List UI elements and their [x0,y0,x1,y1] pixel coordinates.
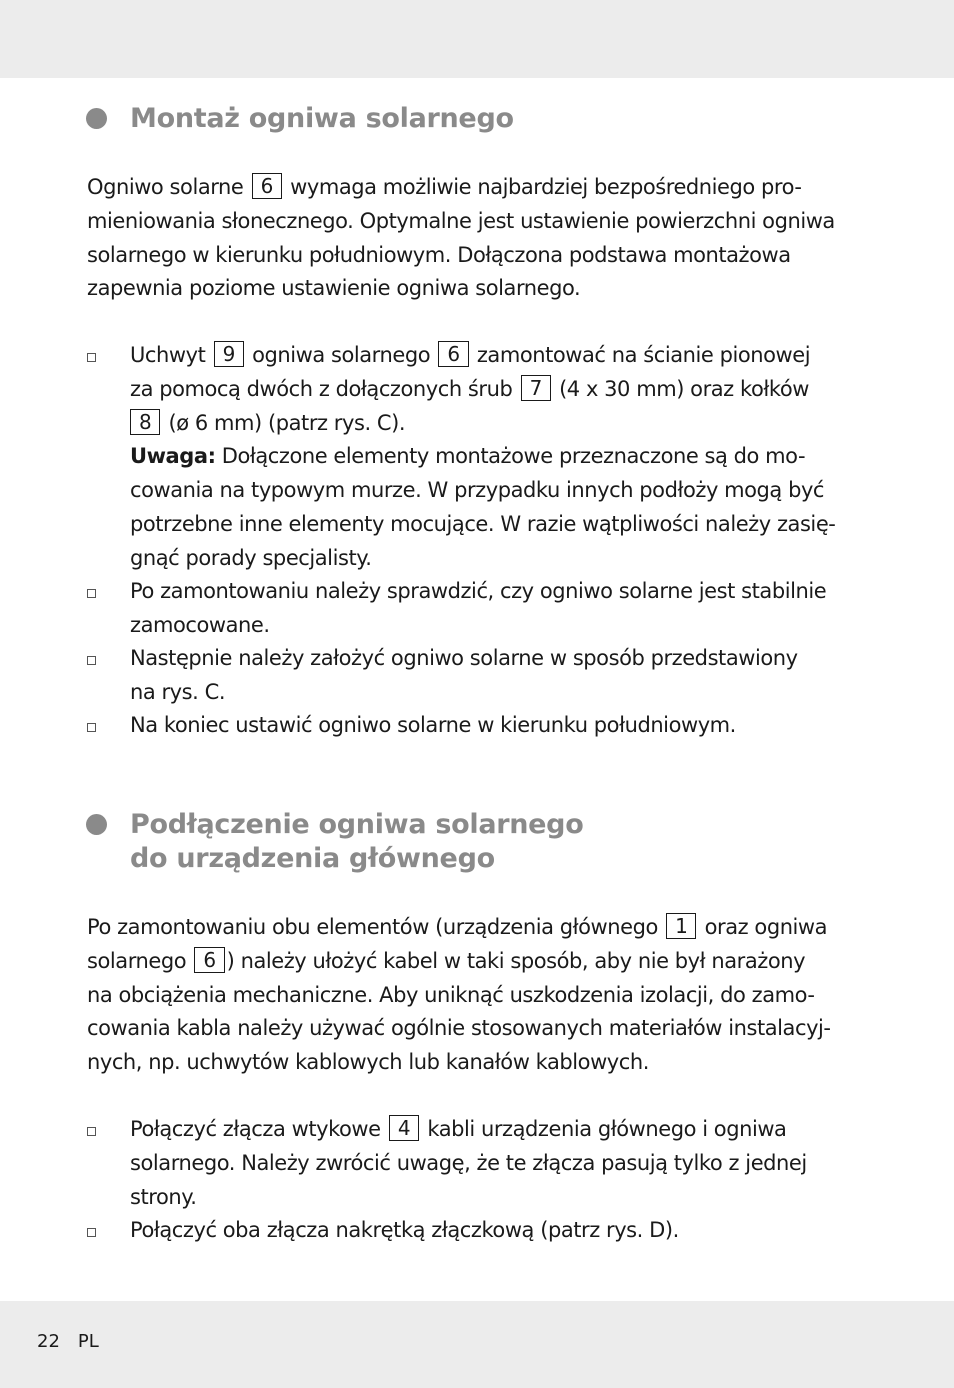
text-line: na obciążenia mechaniczne. Aby uniknąć uszkodzenia izolacji, do zamo- [87,982,815,1007]
list-item-text [130,575,826,643]
footer-band [0,1301,954,1388]
checkbox-bullet-icon [87,723,96,732]
text-segment: zamontować na ścianie pionowej [470,343,811,367]
text-line: strony. [130,1184,197,1209]
section1-intro [87,171,872,306]
text-line [130,339,835,373]
text-line: potrzebne inne elementy mocujące. W razie wątpliwości należy zasię- [130,511,836,536]
section-title-line2: do urządzenia głównego [130,843,495,874]
text-line: cowania kabla należy używać ogólnie stosowanych materiałów instalacyj- [87,1016,831,1041]
bullet-dot-icon [86,108,107,129]
part-reference: 4 [389,1115,419,1141]
text-segment: oraz ogniwa [698,915,828,939]
page-footer [37,1330,117,1354]
bullet-dot-icon [86,814,107,835]
text-segment: kabli urządzenia głównego i ogniwa [421,1117,787,1141]
text-line [130,407,835,441]
text-line: solarnego. Należy zwrócić uwagę, że te złącza pasują tylko z jednej [130,1150,807,1175]
part-reference: 9 [214,341,244,367]
language-code: PL [77,1331,99,1352]
checkbox-bullet-icon [87,1127,96,1136]
text-segment: Po zamontowaniu obu elementów (urządzenia głównego [87,915,665,939]
header-band [0,0,954,78]
part-reference: 6 [252,173,282,199]
text-line: na rys. C. [130,679,226,704]
text-segment: solarnego [87,948,193,973]
checkbox-bullet-icon [87,1228,96,1237]
list-item-text [130,709,736,743]
section-title-line1: Podłączenie ogniwa solarnego [130,809,584,840]
text-line [87,945,872,979]
part-reference: 1 [666,913,696,939]
text-segment: Ogniwo solarne [87,175,250,199]
list-item-text [130,1113,807,1214]
list-item-text [130,1214,679,1248]
text-line: solarnego w kierunku południowym. Dołączona podstawa montażowa [87,242,791,267]
note-label: Uwaga: [130,444,216,469]
text-segment: ogniwa solarnego [245,343,437,367]
text-line: Po zamontowaniu należy sprawdzić, czy ogniwo solarne jest stabilnie [130,579,827,603]
text-line: mieniowania słonecznego. Optymalne jest ustawienie powierzchni ogniwa [87,208,835,233]
text-line: zapewnia poziome ustawienie ogniwa solarnego. [87,276,581,301]
text-line: zamocowane. [130,612,270,637]
section2-intro [87,911,872,1080]
checkbox-bullet-icon [87,589,96,598]
list-item-text [130,642,798,710]
text-line: Następnie należy założyć ogniwo solarne w sposób przedstawiony [130,646,798,670]
part-reference: 7 [521,375,551,401]
text-segment: (4 x 30 mm) oraz kołków [552,376,809,401]
checkbox-bullet-icon [87,353,96,362]
text-line [130,373,835,407]
section-title: Montaż ogniwa solarnego [130,103,514,134]
text-line [87,171,872,205]
text-line: gnąć porady specjalisty. [130,545,372,570]
text-segment: Uchwyt [130,343,212,367]
text-line [87,911,872,945]
list-item-text [130,339,835,576]
text-segment: za pomocą dwóch z dołączonych śrub [130,376,519,401]
text-segment: wymaga możliwie najbardziej bezpośredniego pro- [283,175,802,199]
page-number: 22 [37,1331,60,1352]
part-reference: 8 [130,409,160,435]
part-reference: 6 [438,341,468,367]
checkbox-bullet-icon [87,656,96,665]
text-line: Na koniec ustawić ogniwo solarne w kierunku południowym. [130,713,736,737]
text-segment: (ø 6 mm) (patrz rys. C). [162,410,406,435]
text-segment: ) należy ułożyć kabel w taki sposób, aby nie był narażony [226,948,806,973]
text-line: nych, np. uchwytów kablowych lub kanałów kablowych. [87,1050,649,1075]
text-line: Połączyć oba złącza nakrętką złączkową (patrz rys. D). [130,1218,679,1242]
text-segment: Połączyć złącza wtykowe [130,1117,387,1141]
text-line [130,440,835,474]
text-line: cowania na typowym murze. W przypadku innych podłoży mogą być [130,478,825,503]
text-line [130,1113,807,1147]
text-segment: Dołączone elementy montażowe przeznaczone są do mo- [215,444,806,469]
part-reference: 6 [194,947,224,973]
